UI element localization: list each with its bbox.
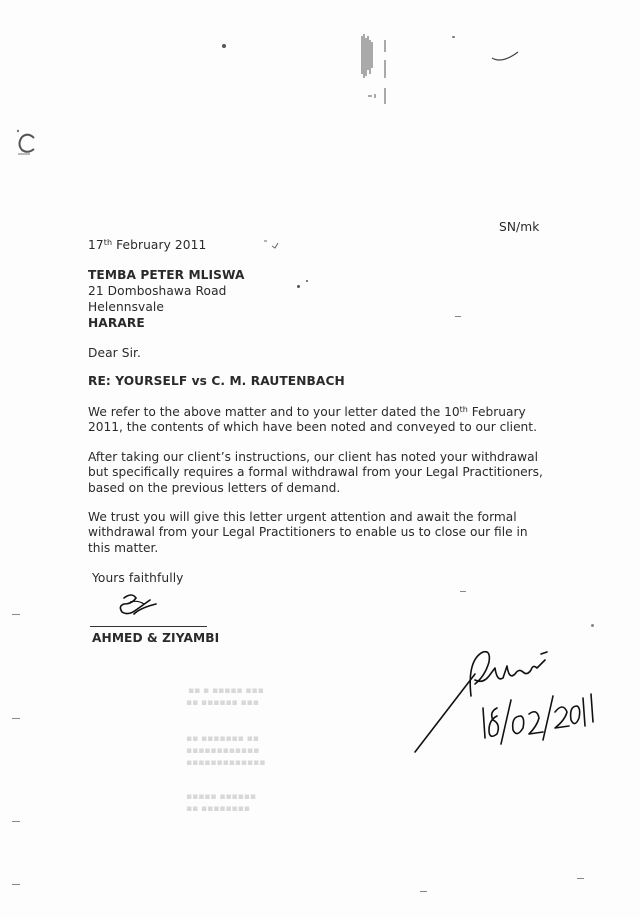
paragraph-line: based on the previous letters of demand. [88,480,341,495]
scan-dash [12,718,20,719]
letter-page: SN/mk 17th February 2011 TEMBA PETER MLISWA 21 Domboshawa Road Helennsvale HARARE Dear Sir. RE: YOURSELF vs C. M. RAUTENBACH We refer to the above matter and to your letter dated the 10th February 2011, the contents of which have been noted and conveyed to our client. After taking our client’s instructions, our client has noted your withdrawal but specifically requires a formal withdrawal from your Legal Practitioners, based on the previous letters of demand. We trust you will give this letter urgent attention and await the formal withdrawal from your Legal Practitioners to enable us to close our file in this matter. Yours faithfully AHMED & ZIYAMBI ▪▪ ▪ ▪▪▪▪▪ ▪▪▪ ▪▪ ▪▪▪▪▪▪ ▪▪▪ ▪▪ ▪▪▪▪▪▪▪ ▪▪ ▪▪▪▪▪▪▪▪▪▪▪▪ ▪▪▪▪▪▪▪▪▪▪▪▪▪ ▪▪▪▪▪ ▪▪▪▪▪▪ ▪▪ ▪▪▪▪▪▪▪▪ [0,0,640,919]
ordinal-suffix: th [459,405,468,414]
staple-mark [350,30,390,110]
scan-dash [577,878,584,879]
date-suffix: th [103,238,113,247]
scan-dash [460,591,466,592]
paragraph-line: but specifically requires a formal withdrawal from your Legal Practitioners, [88,465,543,480]
scan-speck [452,36,455,38]
paragraph-line: withdrawal from your Legal Practitioners to enable us to close our file in [88,525,528,540]
paragraph-line: 2011, the contents of which have been noted and conveyed to our client. [88,420,537,435]
paragraph-line: this matter. [88,540,159,555]
recipient-city: HARARE [88,316,145,330]
subject-line: RE: YOURSELF vs C. M. RAUTENBACH [88,374,345,388]
paragraph-2 [88,450,543,496]
recipient-street: 21 Domboshawa Road [88,284,227,298]
reference-number: SN/mk [499,220,540,234]
salutation: Dear Sir. [88,346,142,360]
handwritten-annotation [405,640,595,770]
paragraph-text: February [467,405,526,419]
scan-speck [222,44,226,48]
paragraph-3 [88,510,528,556]
signatory-name: AHMED & ZIYAMBI [92,631,220,645]
paragraph-line [88,405,537,420]
signature-mark [110,590,170,624]
scan-tick-mark [262,238,282,252]
paragraph-text: We refer to the above matter and to your letter dated the 10 [88,405,460,419]
paragraph-line: After taking our client’s instructions, our client has noted your withdrawal [88,450,538,464]
scan-dash [455,316,461,317]
signature-line [90,626,207,627]
scan-dash [12,614,20,615]
recipient-name: TEMBA PETER MLISWA [88,268,245,282]
scan-dash [420,891,427,892]
paragraph-1 [88,405,537,436]
scan-speck [591,624,594,627]
letter-date [88,238,206,253]
scan-dash [12,821,20,822]
scan-speck [306,280,308,282]
scan-mark-curve [490,48,520,68]
date-month-year: February 2011 [112,238,207,252]
binding-mark [8,128,38,158]
scan-speck [297,285,300,288]
paragraph-line: We trust you will give this letter urgent attention and await the formal [88,510,517,524]
closing: Yours faithfully [92,571,184,585]
scan-dash [12,884,20,885]
date-day: 17 [88,238,104,252]
recipient-suburb: Helennsvale [88,300,165,314]
